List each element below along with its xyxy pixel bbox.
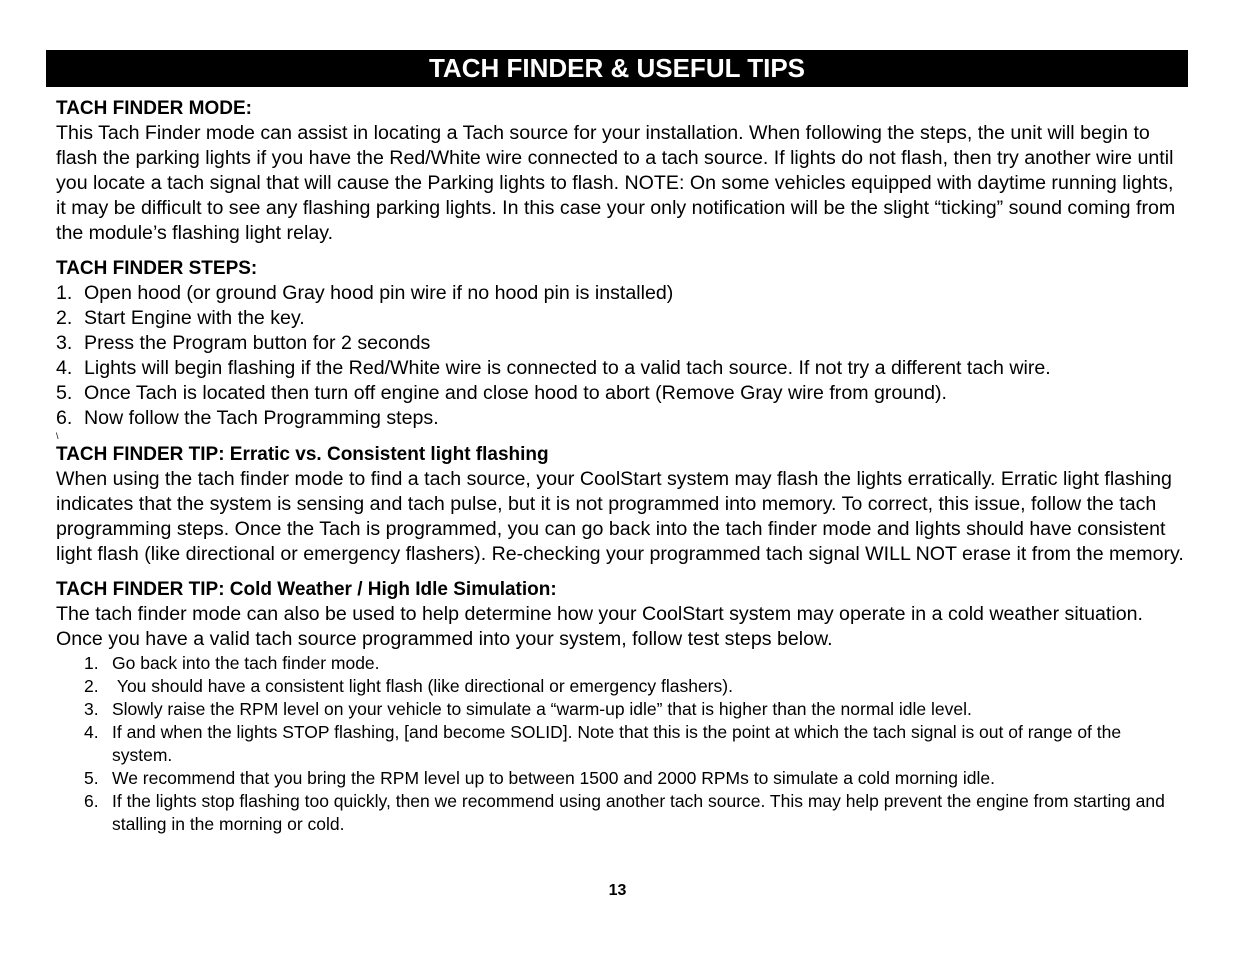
stray-mark: \ bbox=[56, 431, 59, 441]
list-item: 3. Slowly raise the RPM level on your vehicle to simulate a “warm-up idle” that is higher than the normal idle level. bbox=[84, 699, 972, 719]
page-number: 13 bbox=[608, 882, 627, 899]
list-item: 5. We recommend that you bring the RPM level up to between 1500 and 2000 RPMs to simulate a cold morning idle. bbox=[84, 768, 995, 788]
list-item: 4. If and when the lights STOP flashing, [and become SOLID]. Note that this is the point at which the tach signal is out of range of the system. bbox=[84, 722, 1122, 765]
steps-list bbox=[56, 281, 1184, 431]
tip2-paragraph: The tach finder mode can also be used to help determine how your CoolStart system may operate in a cold weather situation. Once you have a valid tach source programmed into your system, follow test steps below. bbox=[56, 603, 1143, 650]
steps-heading: TACH FINDER STEPS: bbox=[56, 258, 258, 279]
tip1-heading: TACH FINDER TIP: Erratic vs. Consistent light flashing bbox=[56, 444, 549, 465]
document-body bbox=[56, 96, 1184, 836]
mode-heading: TACH FINDER MODE: bbox=[56, 98, 252, 119]
list-item: 1. Open hood (or ground Gray hood pin wire if no hood pin is installed) bbox=[56, 282, 674, 304]
list-item: 6. Now follow the Tach Programming steps. bbox=[56, 407, 439, 429]
tip2-steps-list bbox=[56, 652, 1184, 836]
page-title-banner: TACH FINDER & USEFUL TIPS bbox=[46, 50, 1188, 87]
list-item: 4. Lights will begin flashing if the Red/White wire is connected to a valid tach source. If not try a different tach wire. bbox=[56, 357, 1051, 379]
list-item: 5. Once Tach is located then turn off engine and close hood to abort (Remove Gray wire from ground). bbox=[56, 382, 947, 404]
list-item: 2. Start Engine with the key. bbox=[56, 307, 305, 329]
list-item: 3. Press the Program button for 2 seconds bbox=[56, 332, 431, 354]
mode-paragraph: This Tach Finder mode can assist in locating a Tach source for your installation. When following the steps, the unit will begin to flash the parking lights if you have the Red/White wire connected to a tach source. If lights do not flash, then try another wire until you locate a tach signal that will cause the Parking lights to flash. NOTE: On some vehicles equipped with daytime running lights, it may be difficult to see any flashing parking lights. In this case your only notification will be the slight “ticking” sound coming from the module’s flashing light relay. bbox=[56, 122, 1176, 244]
tip2-heading: TACH FINDER TIP: Cold Weather / High Idle Simulation: bbox=[56, 579, 557, 600]
list-item: 6. If the lights stop flashing too quickly, then we recommend using another tach source. This may help prevent the engine from starting and stalling in the morning or cold. bbox=[84, 791, 1165, 834]
list-item: 1. Go back into the tach finder mode. bbox=[84, 653, 380, 673]
list-item: 2. You should have a consistent light flash (like directional or emergency flashers). bbox=[84, 676, 733, 696]
tip1-paragraph: When using the tach finder mode to find a tach source, your CoolStart system may flash the lights erratically. Erratic light flashing indicates that the system is sensing and tach pulse, but it is not programmed into memory. To correct, this issue, follow the tach programming steps. Once the Tach is programmed, you can go back into the tach finder mode and lights should have consistent light flash (like directional or emergency flashers). Re-checking your programmed tach signal WILL NOT erase it from the memory. bbox=[56, 468, 1184, 565]
